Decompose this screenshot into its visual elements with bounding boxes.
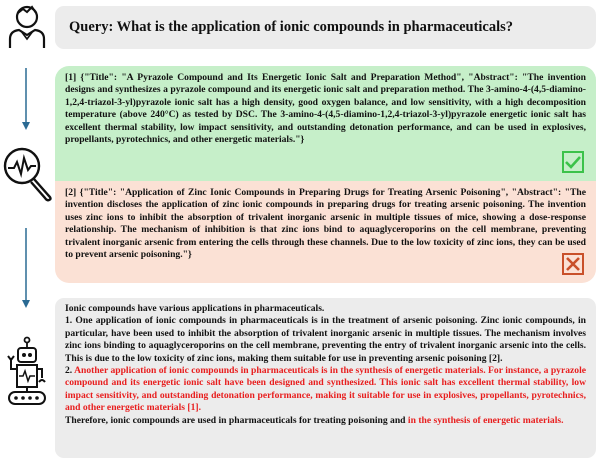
answer-point-1: 1. One application of ionic compounds in pharmaceuticals is in the treatment of arsenic poisoning. Zinc ionic compounds, in particular, have been used to inhibit the absorption of trivalent inorganic arsenic in multiple tissues. The mechanism involves zinc ions binding to aquaglyceroporins on the cell membrane, preventing the entry of trivalent inorganic arsenic into the cells. This is due to the low toxicity of zinc ions, making them suitable for use in preventing arsenic poisoning [2].	[65, 315, 586, 364]
highlighted-text: Another application of ionic compounds in pharmaceuticals is in the synthesis of energetic materials. For instance, a pyrazole compound and its energetic ionic salt have been designed and synthesized. This ionic salt has excellent thermal stability, low impact sensitivity, and outstanding detonation performance, making it suitable for use in explosives, propellants, pyrotechnics, and other energetic materials [1].	[65, 365, 586, 414]
arrow-down-icon	[21, 228, 31, 308]
document-text: [1] {"Title": "A Pyrazole Compound and Its Energetic Ionic Salt and Preparation Method", "Abstract": "The invention designs and synthesizes a pyrazole compound and its energetic ionic salt and preparation method. The 3-amino-4-(4,5-diamino-1,2,4-triazol-3-yl)pyrazole ionic salt has a high density, good oxygen balance, and low sensitivity, with a high decomposition temperature (above 240°C) as tested by DSC. The 3-amino-4-(4,5-diamino-1,2,4-triazol-3-yl)pyrazole energetic ionic salt has excellent thermal stability, low impact sensitivity, and outstanding detonation performance, and can be used in explosives, propellants, pyrotechnics, and other energetic materials."}	[65, 72, 586, 146]
document-relevant	[55, 66, 596, 181]
document-irrelevant	[55, 181, 596, 283]
user-icon	[7, 3, 47, 49]
retrieved-documents	[55, 66, 596, 283]
robot-icon	[5, 336, 49, 422]
query-text: Query: What is the application of ionic compounds in pharmaceuticals?	[69, 19, 514, 35]
arrow-down-icon	[21, 68, 31, 130]
answer-conclusion	[65, 415, 586, 427]
point-number: 2.	[65, 365, 75, 377]
magnifier-signal-icon	[2, 146, 54, 202]
answer-intro: Ionic compounds have various applications in pharmaceuticals.	[65, 303, 325, 314]
cross-icon	[562, 253, 584, 275]
highlighted-text: in the synthesis of energetic materials.	[407, 414, 564, 426]
answer-point-2	[65, 365, 586, 415]
document-text: [2] {"Title": "Application of Zinc Ionic Compounds in Preparing Drugs for Treating Arsenic Poisoning", "Abstract": "The invention discloses the application of zinc ionic compounds in preparing drugs for treating arsenic poisoning. The invention uses zinc ions to inhibit the absorption of trivalent inorganic arsenic in multiple tissues of mice, showing a dose-response relationship. The mechanism of inhibition is that zinc ions bind to aquaglyceroporins on the cell membrane, preventing trivalent inorganic arsenic from entering the cells through these channels. Due to the low toxicity of zinc ions, they can be used to prevent arsenic poisoning."}	[65, 187, 586, 261]
generated-answer	[55, 298, 596, 458]
query-box	[55, 6, 596, 49]
check-icon	[562, 151, 584, 173]
conclusion-text: Therefore, ionic compounds are used in pharmaceuticals for treating poisoning and	[65, 414, 408, 426]
